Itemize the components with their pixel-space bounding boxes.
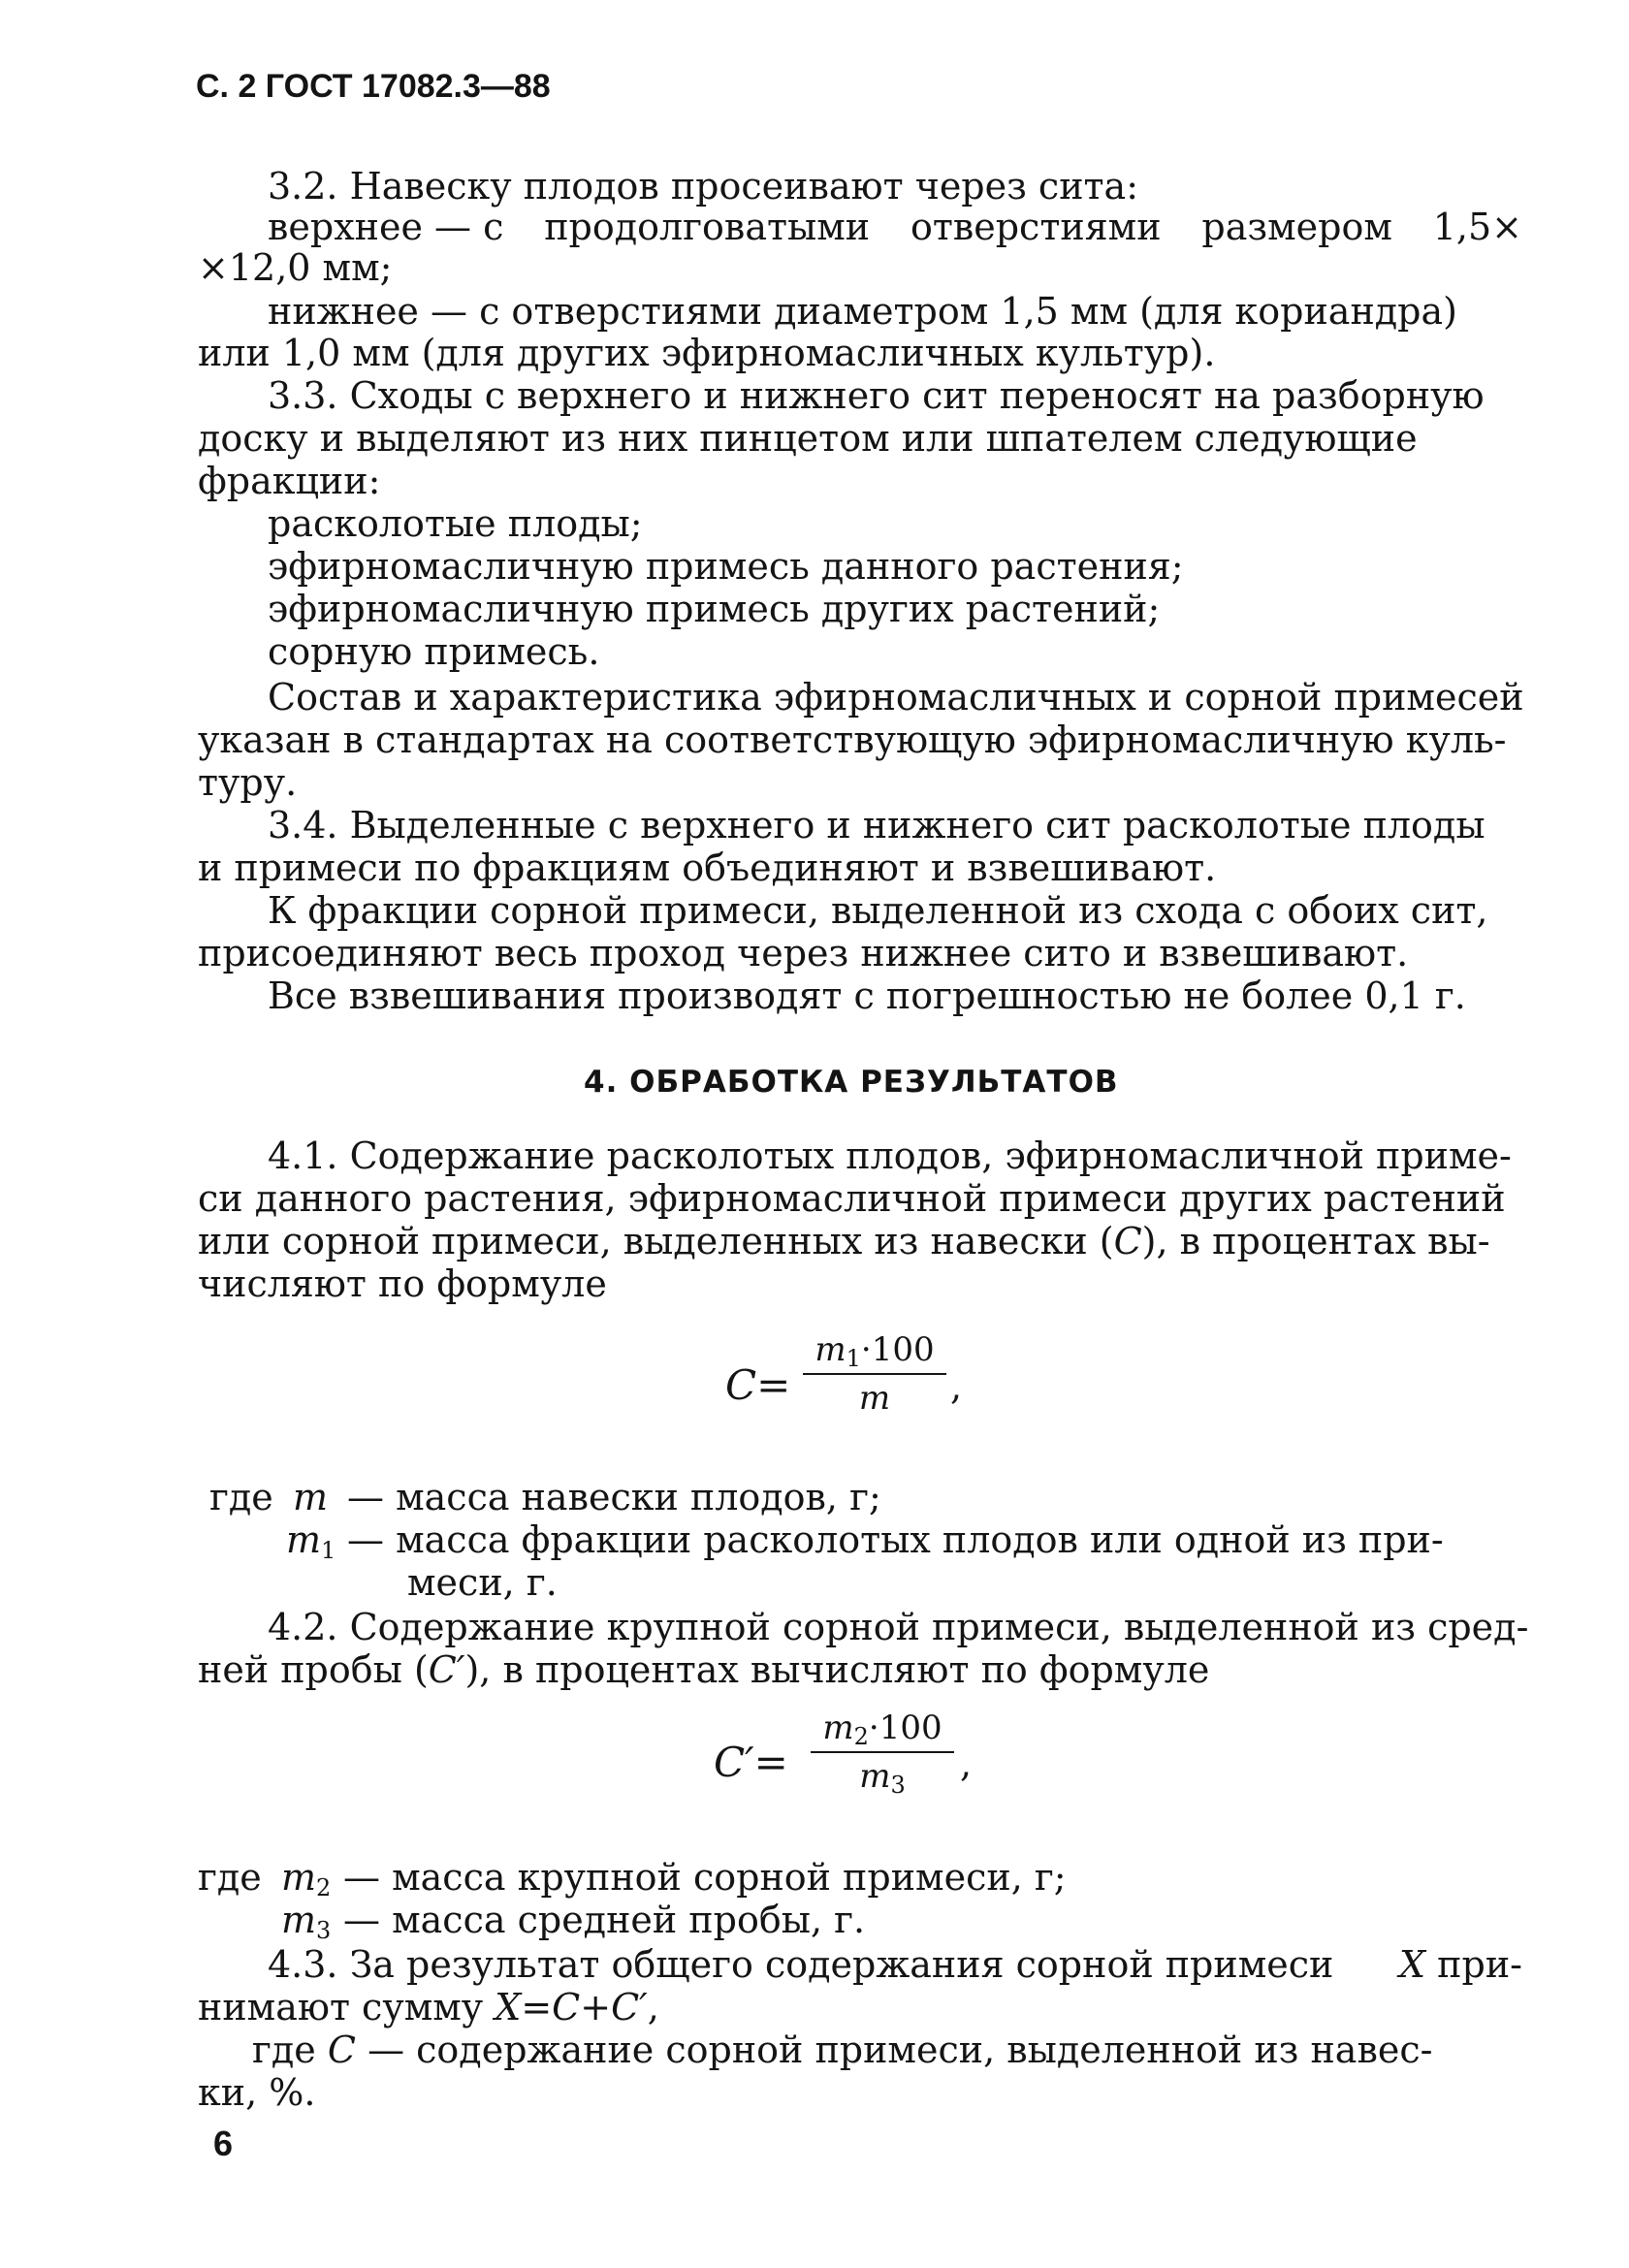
paragraph-4-3-line-2 bbox=[198, 1986, 659, 2028]
text-fragment: при- bbox=[1437, 1943, 1522, 1986]
where-var bbox=[293, 1476, 328, 1518]
paragraph-4-1-line-3 bbox=[198, 1220, 1490, 1262]
paragraph-3-2-line-1: 3.2. Навеску плодов просеивают через сита: bbox=[268, 165, 1139, 208]
list-item: эфирномасличную примесь данного растения; bbox=[268, 545, 1184, 588]
subscript: 3 bbox=[316, 1917, 332, 1944]
formula-comma: , bbox=[960, 1742, 973, 1785]
paragraph-3-3-line-1: 3.3. Сходы с верхнего и нижнего сит переносят на разборную bbox=[268, 374, 1485, 417]
text-fragment: верхнее — с bbox=[268, 206, 504, 248]
where-label: где bbox=[209, 1476, 273, 1518]
formula-numerator bbox=[811, 1709, 954, 1750]
paragraph-4-1-line-2: си данного растения, эфирномасличной примеси других растений bbox=[198, 1177, 1506, 1220]
text-fragment: ), в процентах вычисляют по формуле bbox=[464, 1648, 1210, 1691]
where-definition-continued: меси, г. bbox=[407, 1561, 558, 1604]
where-label: где bbox=[198, 1856, 262, 1899]
paragraph-3-4-line-2: и примеси по фракциям объединяют и взвешивают. bbox=[198, 847, 1217, 889]
text-fragment: ней пробы ( bbox=[198, 1648, 429, 1691]
subscript: 3 bbox=[890, 1772, 906, 1799]
list-item: эфирномасличную примесь других растений; bbox=[268, 588, 1161, 630]
variable: m bbox=[286, 1518, 322, 1561]
paragraph-4-1-line-4: числяют по формуле bbox=[198, 1262, 607, 1305]
paragraph-3-2-line-4: нижнее — с отверстиями диаметром 1,5 мм (для кориандра) bbox=[268, 290, 1457, 333]
variable: m bbox=[859, 1757, 891, 1796]
paragraph-4-3-line-3 bbox=[252, 2028, 1432, 2071]
text-fragment: 4.3. За результат общего содержания сорной примеси bbox=[268, 1943, 1334, 1986]
text-fragment: ·100 bbox=[868, 1709, 942, 1747]
where-var bbox=[281, 1856, 331, 1899]
paragraph-3-3-line-3: фракции: bbox=[198, 460, 381, 502]
text-fragment: или сорной примеси, выделенных из навески ( bbox=[198, 1220, 1114, 1262]
text-fragment bbox=[1399, 1943, 1522, 1986]
subscript: 2 bbox=[853, 1723, 869, 1750]
text-fragment: 1,5× bbox=[1432, 206, 1522, 248]
text-fragment: продолговатыми bbox=[544, 206, 871, 248]
paragraph-4-1-line-1: 4.1. Содержание расколотых плодов, эфирномасличной приме- bbox=[268, 1134, 1512, 1177]
paragraph-3-4-line-4: присоединяют весь проход через нижнее сито и взвешивают. bbox=[198, 932, 1409, 974]
text-fragment: нимают сумму bbox=[198, 1986, 484, 2028]
formula-numerator bbox=[803, 1330, 946, 1372]
paragraph-4-3-line-4: ки, %. bbox=[198, 2071, 316, 2114]
subscript: 2 bbox=[316, 1874, 332, 1901]
subscript: 1 bbox=[846, 1345, 861, 1372]
formula-lhs bbox=[725, 1361, 790, 1409]
where-definition: — масса крупной сорной примеси, г; bbox=[343, 1856, 1067, 1899]
text-fragment: ), в процентах вы- bbox=[1141, 1220, 1490, 1262]
text-fragment: , bbox=[647, 1986, 659, 2028]
where-definition: — масса средней пробы, г. bbox=[343, 1899, 866, 1941]
text-fragment: размером bbox=[1201, 206, 1392, 248]
variable: m bbox=[858, 1379, 891, 1418]
where-definition: — масса навески плодов, г; bbox=[347, 1476, 881, 1518]
formula-fraction bbox=[803, 1330, 946, 1418]
paragraph-3-2-line-5: или 1,0 мм (для других эфирномасличных культур). bbox=[198, 332, 1216, 374]
formula-lhs-var: C bbox=[725, 1361, 757, 1409]
where-definition: — масса фракции расколотых плодов или одной из при- bbox=[347, 1518, 1444, 1561]
paragraph-4-2-line-1: 4.2. Содержание крупной сорной примеси, выделенной из сред- bbox=[268, 1606, 1529, 1648]
text-fragment: — содержание сорной примеси, выделенной из навес- bbox=[367, 2028, 1433, 2071]
formula-denominator bbox=[803, 1379, 946, 1418]
list-item: сорную примесь. bbox=[268, 630, 600, 673]
formula-lhs bbox=[714, 1739, 788, 1786]
paragraph-4-2-line-2 bbox=[198, 1648, 1209, 1691]
text-fragment: отверстиями bbox=[910, 206, 1162, 248]
paragraph-4-3-line-1 bbox=[268, 1943, 1522, 1986]
variable: C bbox=[327, 2028, 356, 2071]
paragraph-3-3-line-2: доску и выделяют из них пинцетом или шпателем следующие bbox=[198, 417, 1418, 460]
paragraph-3-3-composition-line-2: указан в стандартах на соответствующую эфирномасличную куль- bbox=[198, 719, 1507, 761]
variable: C′ bbox=[428, 1648, 465, 1691]
formula-comma: , bbox=[950, 1365, 963, 1408]
variable: m bbox=[281, 1856, 317, 1899]
variable: C bbox=[1113, 1220, 1142, 1262]
equals-sign: = bbox=[756, 1361, 791, 1409]
section-title: 4. ОБРАБОТКА РЕЗУЛЬТАТОВ bbox=[584, 1065, 1119, 1100]
fraction-bar bbox=[811, 1751, 954, 1753]
formula-fraction bbox=[811, 1709, 954, 1799]
where-var bbox=[286, 1518, 336, 1564]
formula-lhs-var: C′ bbox=[714, 1739, 754, 1786]
paragraph-3-3-composition-line-1: Состав и характеристика эфирномасличных и сорной примесей bbox=[268, 676, 1524, 719]
where-var bbox=[281, 1899, 332, 1944]
variable: m bbox=[293, 1476, 329, 1518]
equals-sign: = bbox=[753, 1739, 788, 1786]
paragraph-3-4-line-5: Все взвешивания производят с погрешностью не более 0,1 г. bbox=[268, 974, 1466, 1017]
variable: m bbox=[814, 1330, 846, 1369]
paragraph-3-4-line-1: 3.4. Выделенные с верхнего и нижнего сит расколотые плоды bbox=[268, 804, 1485, 847]
paragraph-3-4-line-3: К фракции сорной примеси, выделенной из схода с обоих сит, bbox=[268, 889, 1488, 932]
list-item: расколотые плоды; bbox=[268, 502, 643, 545]
fraction-bar bbox=[803, 1373, 946, 1375]
subscript: 1 bbox=[321, 1537, 336, 1564]
variable: m bbox=[281, 1899, 317, 1941]
paragraph-3-3-composition-line-3: туру. bbox=[198, 761, 298, 804]
variable: m bbox=[822, 1709, 854, 1747]
text-fragment: где bbox=[252, 2028, 316, 2071]
formula-inline: X=C+C′ bbox=[495, 1986, 648, 2028]
formula-denominator bbox=[811, 1757, 954, 1799]
page-header: С. 2 ГОСТ 17082.3—88 bbox=[196, 68, 551, 105]
paragraph-3-2-line-3: ×12,0 мм; bbox=[198, 246, 393, 289]
variable: X bbox=[1399, 1943, 1426, 1986]
paragraph-3-2-line-2 bbox=[268, 206, 1522, 248]
text-fragment: ·100 bbox=[860, 1330, 935, 1369]
page-number: 6 bbox=[213, 2124, 234, 2163]
